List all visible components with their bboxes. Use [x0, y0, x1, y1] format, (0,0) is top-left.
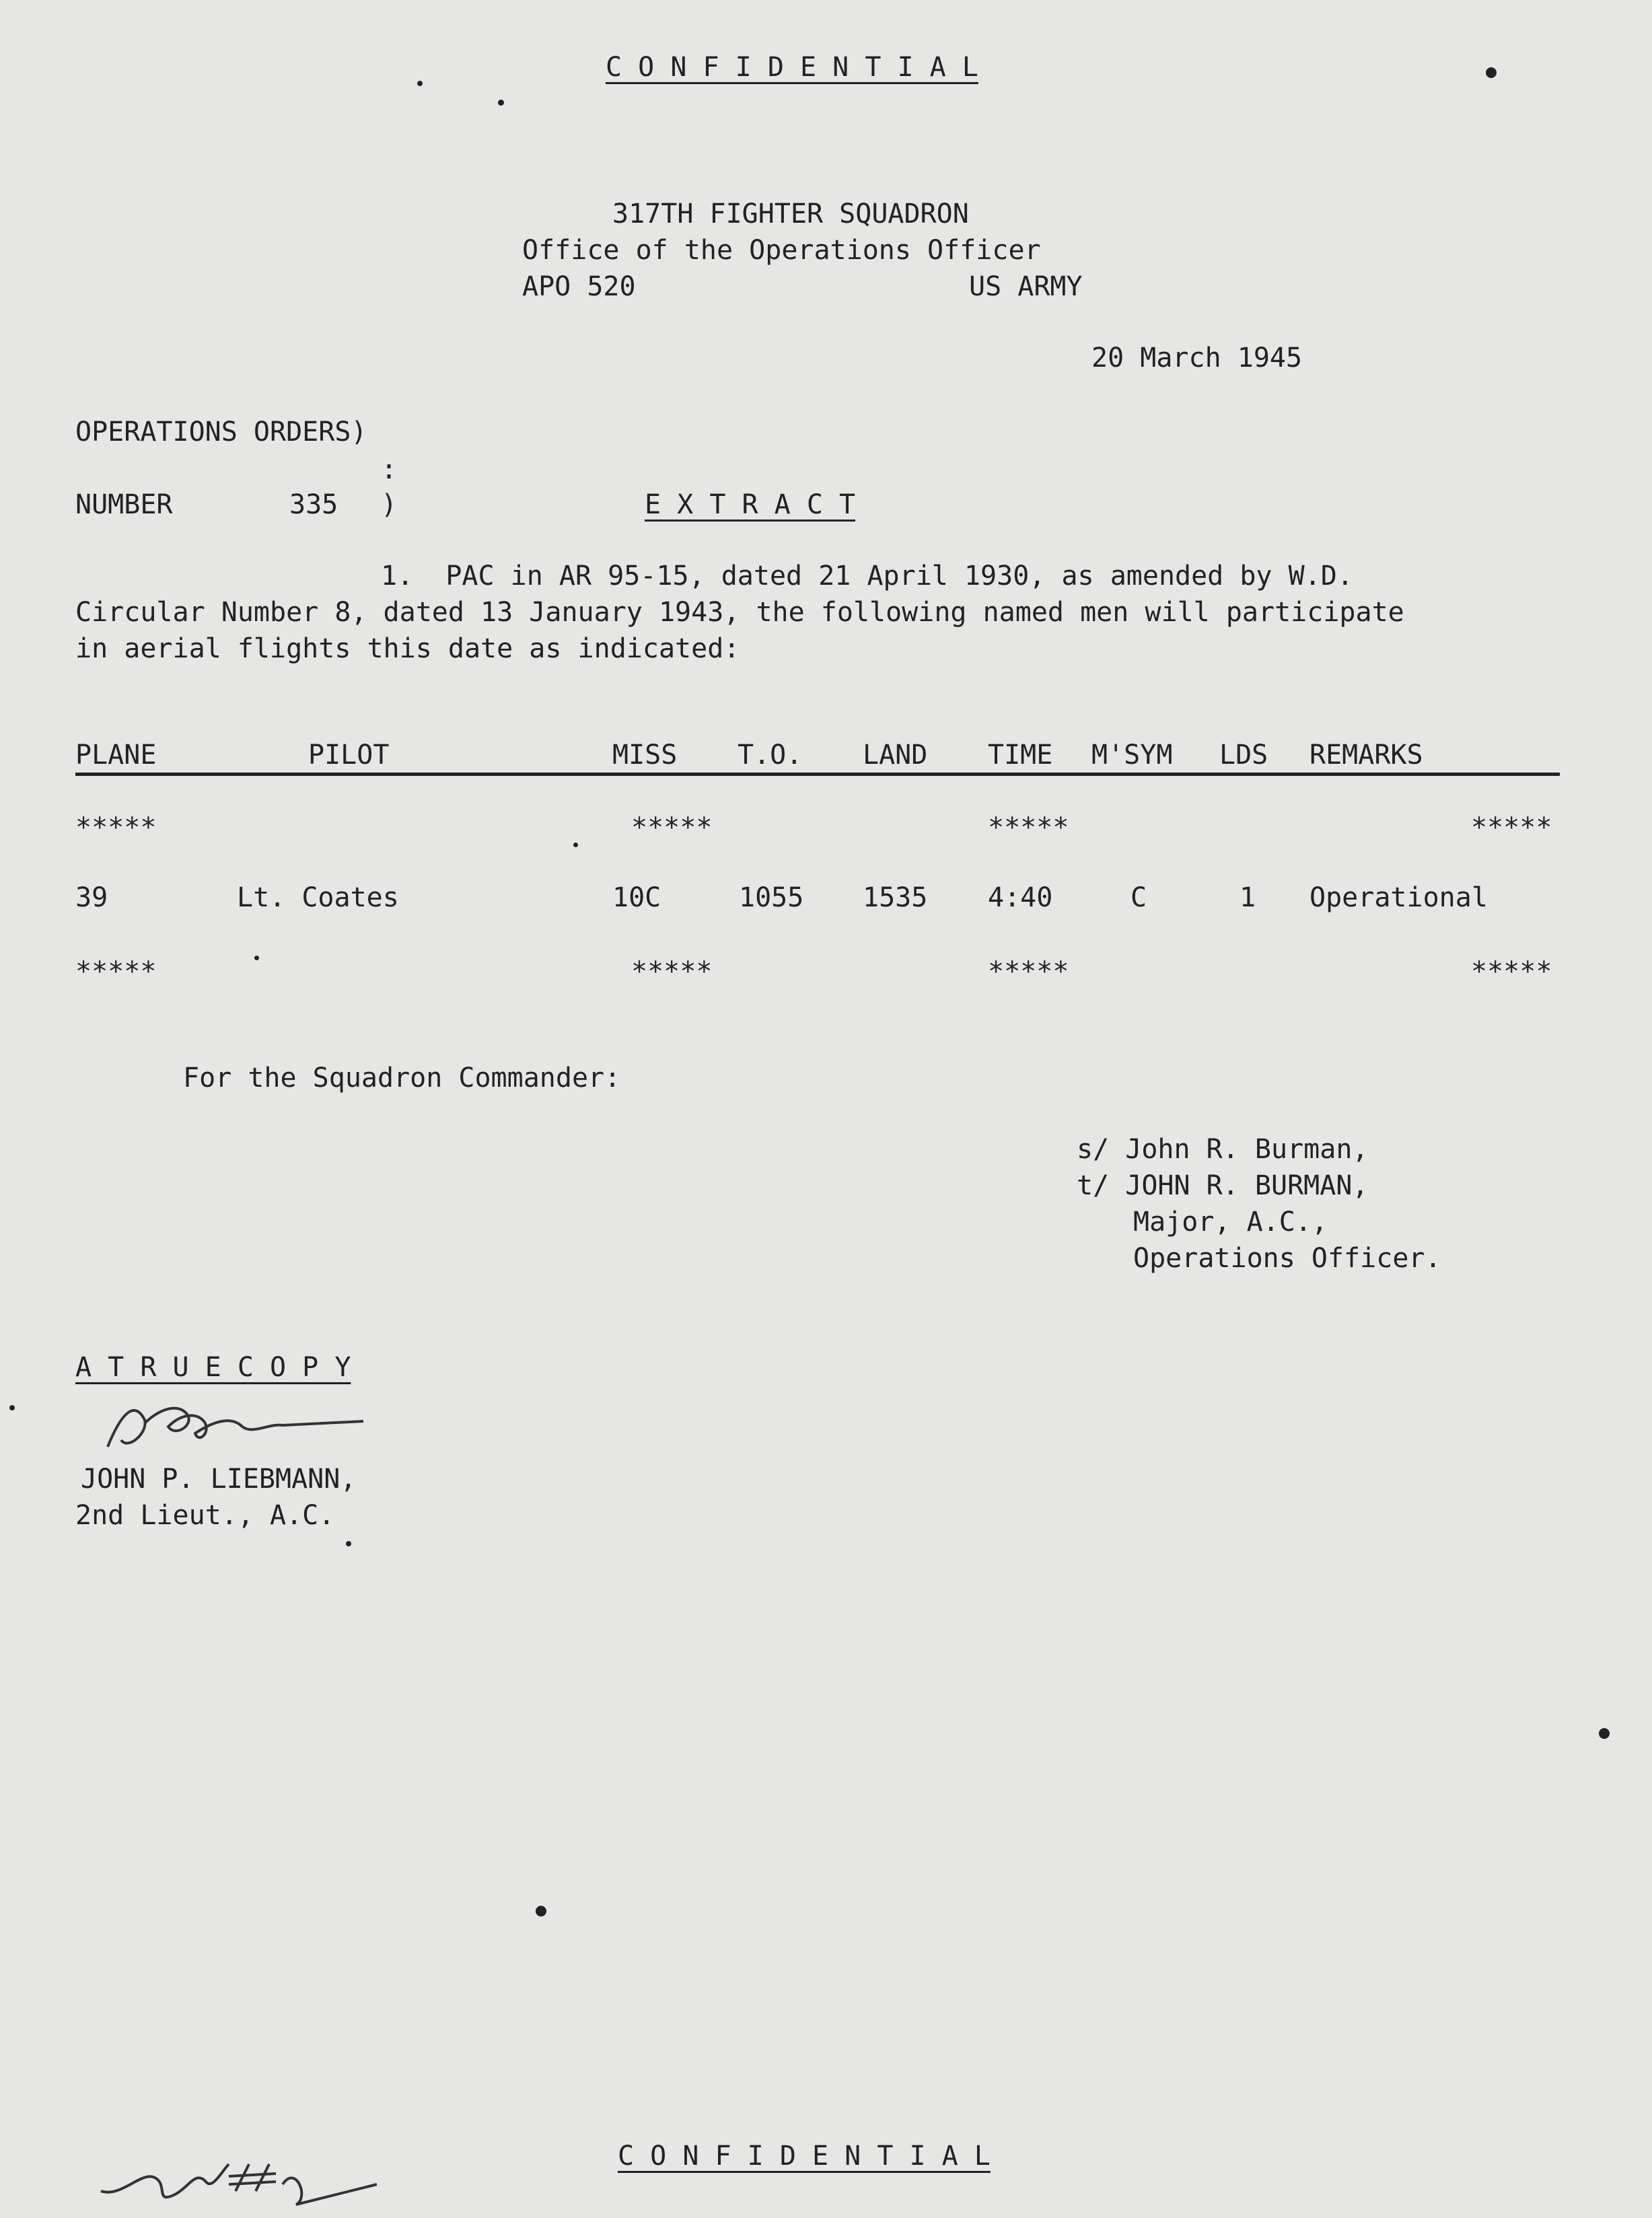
row-plane: 39 [75, 882, 108, 913]
true-copy-signature [81, 1386, 377, 1467]
army-line: US ARMY [969, 271, 1083, 302]
signer-title: Operations Officer. [1133, 1243, 1441, 1274]
col-header-remarks: REMARKS [1309, 740, 1423, 771]
apo-line: APO 520 [522, 271, 636, 302]
true-copy-rank: 2nd Lieut., A.C. [75, 1500, 335, 1531]
order-colon: : [381, 454, 398, 485]
order-number-value: 335 [289, 489, 338, 520]
col-header-land: LAND [863, 740, 928, 771]
paragraph-line-3: in aerial flights this date as indicated: [75, 633, 740, 664]
row-to: 1055 [739, 882, 804, 913]
true-copy-label: A T R U E C O P Y [75, 1352, 351, 1383]
signer-rank: Major, A.C., [1133, 1207, 1328, 1238]
speck [536, 1906, 546, 1917]
speck [346, 1541, 351, 1546]
true-copy-name: JOHN P. LIEBMANN, [81, 1464, 357, 1495]
paragraph-line-2: Circular Number 8, dated 13 January 1943, the following named men will participate [75, 597, 1404, 628]
order-number-label: NUMBER [75, 489, 173, 520]
col-header-lds: LDS [1219, 740, 1268, 771]
speck [573, 843, 578, 847]
row-miss: 10C [612, 882, 661, 913]
row-remarks: Operational [1309, 882, 1488, 913]
speck [1599, 1728, 1610, 1739]
classification-bottom: C O N F I D E N T I A L [618, 2141, 991, 2172]
separator-time-2: ***** [988, 956, 1069, 987]
col-header-miss: MISS [612, 740, 678, 771]
row-pilot: Lt. Coates [237, 882, 399, 913]
separator-miss-2: ***** [631, 956, 713, 987]
order-paren: ) [381, 489, 398, 520]
col-header-time: TIME [988, 740, 1053, 771]
unit-name: 317TH FIGHTER SQUADRON [612, 199, 969, 229]
col-header-plane: PLANE [75, 740, 157, 771]
document-date: 20 March 1945 [1091, 343, 1303, 373]
row-land: 1535 [863, 882, 928, 913]
separator-remarks-2: ***** [1471, 956, 1552, 987]
speck [9, 1405, 15, 1410]
speck [498, 100, 504, 106]
col-header-msym: M'SYM [1091, 740, 1173, 771]
table-header-rule [75, 773, 1560, 776]
signature-line-2: t/ JOHN R. BURMAN, [1077, 1170, 1369, 1201]
separator-plane-1: ***** [75, 812, 157, 843]
extract-heading: E X T R A C T [645, 489, 856, 520]
separator-plane-2: ***** [75, 956, 157, 987]
order-label: OPERATIONS ORDERS) [75, 417, 367, 448]
row-time: 4:40 [988, 882, 1053, 913]
speck [417, 81, 423, 86]
col-header-pilot: PILOT [308, 740, 390, 771]
separator-remarks-1: ***** [1471, 812, 1552, 843]
separator-miss-1: ***** [631, 812, 713, 843]
speck [254, 956, 259, 960]
separator-time-1: ***** [988, 812, 1069, 843]
classification-top: C O N F I D E N T I A L [606, 52, 978, 83]
paragraph-line-1: 1. PAC in AR 95-15, dated 21 April 1930, as amended by W.D. [381, 561, 1353, 592]
office-line: Office of the Operations Officer [522, 235, 1041, 266]
for-commander-line: For the Squadron Commander: [183, 1063, 621, 1094]
row-msym: C [1130, 882, 1147, 913]
speck [1486, 67, 1497, 78]
signature-line-1: s/ John R. Burman, [1077, 1134, 1369, 1165]
col-header-to: T.O. [738, 740, 803, 771]
handwritten-mark [94, 2151, 404, 2218]
row-lds: 1 [1240, 882, 1256, 913]
